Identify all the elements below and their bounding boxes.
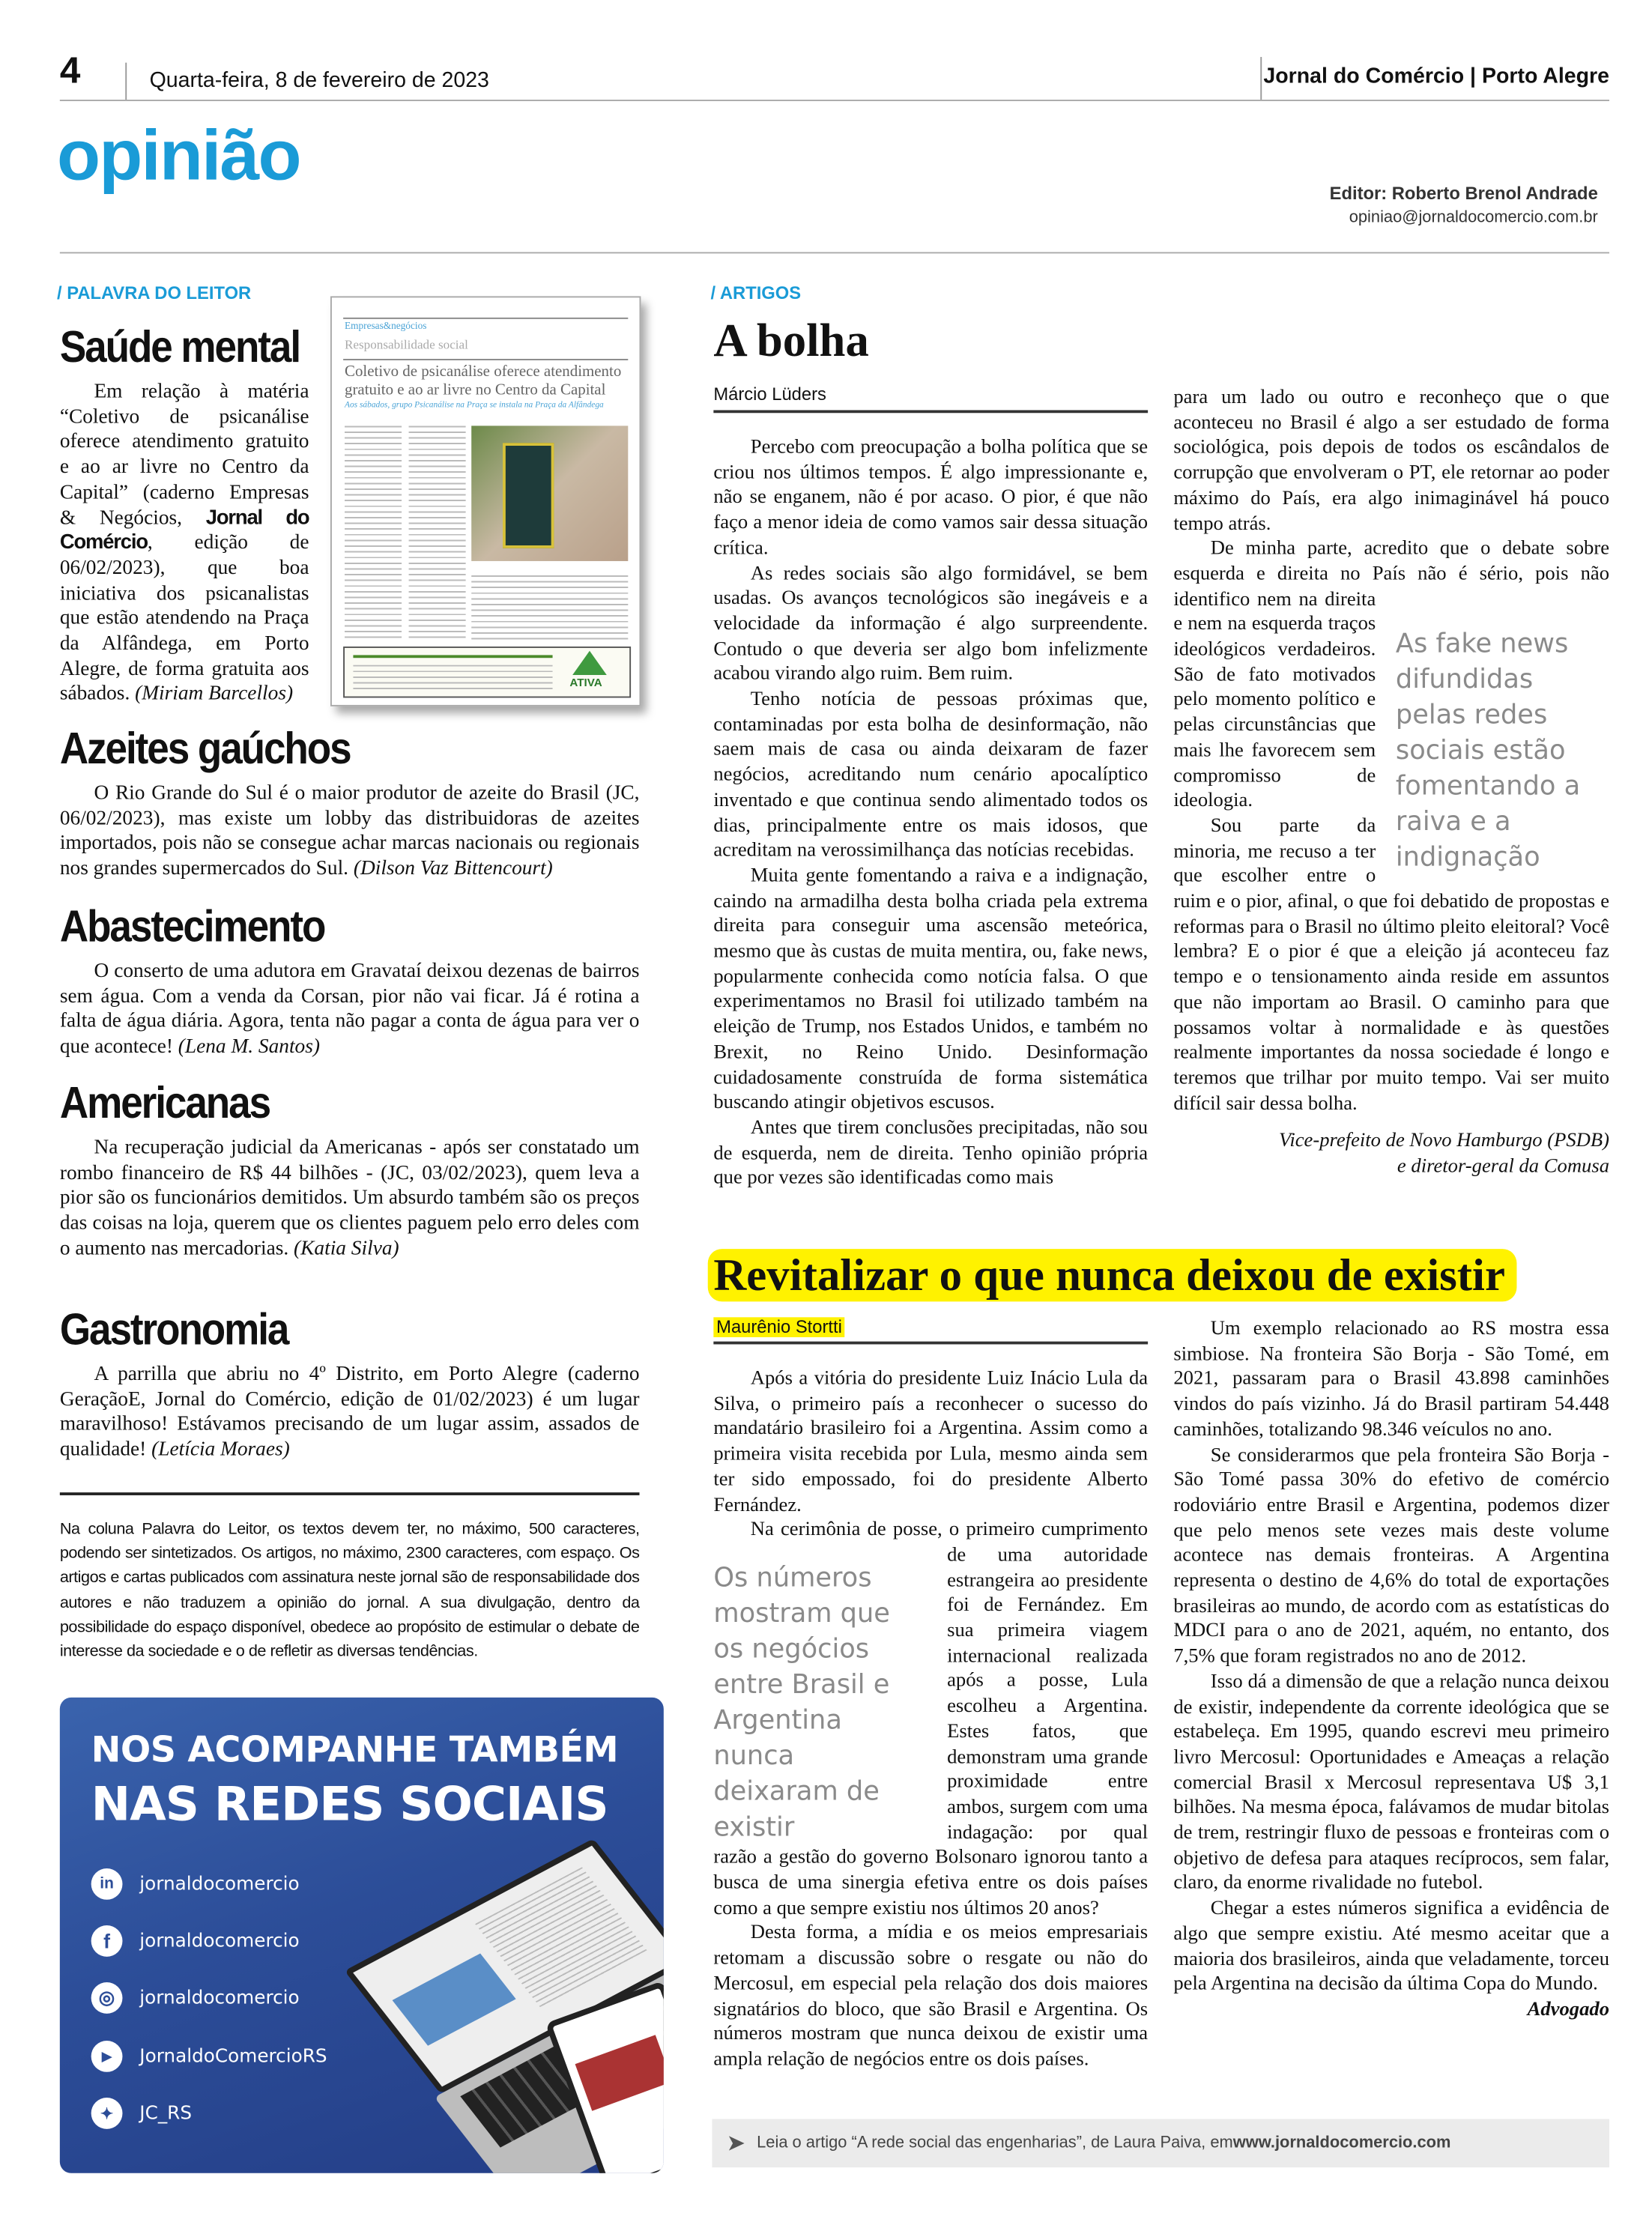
letter-americanas	[60, 1078, 640, 1262]
submission-note: Na coluna Palavra do Leitor, os textos devem ter, no máximo, 500 caracteres, podendo ser sintetizados. Os artigos, no máximo, 2300 caracteres, com espaço. Os artigos e cartas publicados com assinatura neste jornal são de responsabilidade dos autores e não traduzem a opinião do jornal. A sua divulgação, dentro da possibilidade do espaço disponível, obedece ao propósito de estimular o debate de interesse da sociedade e o de refletir as diversas tendências.	[59, 1521, 640, 1661]
newspaper-clipping-image	[330, 296, 641, 706]
social-media-ad	[60, 1698, 664, 2173]
letter-signature: (Lena M. Santos)	[178, 1035, 320, 1059]
clip-ad	[343, 647, 631, 697]
article-bolha-col1	[713, 436, 1148, 1193]
paragraph: Muita gente fomentando a raiva e a indignação, caindo na armadilha desta bolha criada pela extrema direita para conseguir uma ascensão meteórica, mesmo que às custas de muita mentira, ou, fake news, popularmente conhecida como notícia falsa. O que experimentamos no Brasil foi utilizado também na eleição de Trump, nos Estados Unidos, e também no Brexit, no Reino Unido. Desinformação cuidadosamente construída de forma sistemática buscando atingir objetivos escusos.	[713, 865, 1149, 1115]
header-rule	[60, 100, 1609, 101]
twitter-icon: ✦	[91, 2098, 123, 2129]
kicker-artigos: / ARTIGOS	[710, 283, 802, 303]
clip-deck: Aos sábados, grupo Psicanálise na Praça se instala na Praça da Alfândega	[345, 402, 604, 411]
paragraph: Desta forma, a mídia e os meios empresariais retomam a discussão sobre o resgate ou não do Mercosul, em especial pela relação dos dois maiores signatários do bloco, que são Brasil e Argentina. Os números mostram que nunca deixou de existir uma ampla relação de negócios entre os dois países.	[713, 1923, 1149, 2071]
kicker-palavra-do-leitor: / PALAVRA DO LEITOR	[57, 283, 252, 303]
letter-signature: (Katia Silva)	[294, 1237, 399, 1260]
letter-text: Na recuperação judicial da Americanas - após ser constatado um rombo financeiro de R$ 44 bilhões - (JC, 03/02/2023), quem leva a pior são os funcionários demitidos. Um absurdo também são os preços das coisas na loja, querem que os clientes paguem pelo erro deles com o aumento nas mercadorias.	[59, 1136, 640, 1260]
editor: Editor: Roberto Brenol Andrade	[1329, 184, 1598, 204]
paragraph: Um exemplo relacionado ao RS mostra essa simbiose. Na fronteira São Borja - São Tomé, em 2021, passaram para o Brasil 43.898 caminhões vindos do país vizinho. Já do Brasil partiram 54.448 caminhões, totalizando 98.346 veículos no ano.	[1173, 1319, 1610, 1441]
social-twitter[interactable]	[91, 2098, 192, 2129]
letter-title: Gastronomia	[59, 1304, 288, 1354]
letter-title: Abastecimento	[59, 901, 325, 951]
letter-bold-ref: Jornal do Comércio	[59, 506, 309, 554]
clip-ad-brand: ATIVA	[569, 676, 602, 690]
section-rule	[60, 252, 1609, 253]
paragraph: Se considerarmos que pela fronteira São Borja - São Tomé passa 30% do efetivo de comércio rodoviário entre Brasil e Argentina, podemos dizer que pelo menos sete vezes mais deste volume acontece nas demais fronteiras. A Argentina representa o destino de 4,6% do total de exportações brasileiras ao mundo, de acordo com as estatísticas do MDCI para o ano de 2021, aquém, no entanto, dos 7,5% que foram registrados no ano de 2012.	[1173, 1444, 1610, 1668]
article-title: A bolha	[713, 315, 869, 368]
author-rule	[713, 410, 1148, 413]
paper-name: Jornal do Comércio | Porto Alegre	[1263, 64, 1610, 88]
letter-signature: (Miriam Barcellos)	[135, 682, 294, 706]
paragraph-text: Na cerimônia de posse, o primeiro cumprimento de uma autoridade estrangeira ao presidente foi de Fernández. Em sua primeira viagem internacional realizada após a posse, Lula escolheu a Argentina. Estes fatos, que demonstram uma grande proximidade entre ambos, surgem com uma indagação: por qual razão a gestão do governo Bolsonaro ignorou tanto a busca de uma sinergia efetiva entre os dois países como a que sempre existiu nos últimos 20 anos?	[713, 1519, 1149, 1919]
article-revitalizar-col1	[713, 1367, 1148, 2073]
author-rule	[713, 1342, 1148, 1345]
paragraph: Tenho notícia de pessoas próximas que, contaminadas por esta bolha de desinformação, não saem mais de casa ou ainda deixaram de fazer negócios, acreditando num cenário apocalíptico inventado e que continua sendo alimentado todos os dias, principalmente entre os mais idosos, que acreditam na verossimilhança das notícias recebidas.	[713, 689, 1149, 862]
paragraph: Percebo com preocupação a bolha política que se criou nos últimos tempos. É algo impressionante e, não se enganem, não é por acaso. O pior, é que não faço a menor ideia de como vamos sair dessa situação crítica.	[713, 437, 1149, 560]
article-author: Márcio Lüders	[713, 384, 826, 405]
social-headline-1: NOS ACOMPANHE TAMBÉM	[91, 1728, 619, 1770]
paragraph: Antes que tirem conclusões precipitadas, não sou de esquerda, nem de direita. Tenho opinião própria que por vezes são identificadas como mais	[713, 1118, 1149, 1190]
letter-text: O conserto de uma adutora em Gravataí deixou dezenas de bairros sem água. Com a venda da Corsan, pior não vai ficar. Já é rotina a falta de água diária. Agora, tenta não pagar a conta de água para ver o que acontece!	[59, 960, 640, 1059]
letter-saude-mental	[60, 322, 309, 708]
youtube-icon: ▶	[91, 2041, 123, 2072]
divider	[1260, 57, 1262, 100]
clip-photo	[471, 426, 628, 561]
social-handle: JC_RS	[139, 2102, 193, 2125]
date: Quarta-feira, 8 de fevereiro de 2023	[149, 68, 489, 93]
related-article-text: Leia o artigo “A rede social das engenharias”, de Laura Paiva, em	[757, 2134, 1233, 2152]
letter-gastronomia	[60, 1304, 640, 1464]
letter-signature: (Letícia Moraes)	[151, 1438, 290, 1462]
clip-headline: Coletivo de psicanálise oferece atendimento gratuito e ao ar livre no Centro da Capital	[345, 363, 622, 399]
related-article-bar[interactable]	[712, 2119, 1609, 2168]
letter-azeites	[60, 724, 640, 883]
social-youtube[interactable]	[91, 2041, 327, 2072]
letter-signature: (Dilson Vaz Bittencourt)	[353, 857, 553, 880]
letter-abastecimento	[60, 901, 640, 1061]
social-facebook[interactable]	[91, 1925, 300, 1957]
linkedin-icon: in	[91, 1868, 123, 1900]
social-handle: JornaldoComercioRS	[139, 2045, 327, 2068]
social-handle: jornaldocomercio	[139, 1987, 300, 2009]
article-revitalizar-col2	[1173, 1317, 1609, 2023]
social-linkedin[interactable]	[91, 1868, 300, 1900]
facebook-icon: f	[91, 1925, 123, 1957]
instagram-icon: ◎	[91, 1982, 123, 2014]
clip-subsection: Responsabilidade social	[345, 337, 468, 352]
article-bolha-col2	[1173, 386, 1609, 1180]
paragraph: Após a vitória do presidente Luiz Inácio Lula da Silva, o primeiro país a reconhecer o sucesso do mandatário brasileiro foi a Argentina. Assim como a primeira visita recebida por Lula, mesmo ainda sem ter sido empossado, foi do presidente Alberto Fernández.	[713, 1368, 1149, 1516]
social-instagram[interactable]	[91, 1982, 300, 2014]
social-handle: jornaldocomercio	[139, 1930, 300, 1952]
section-title: opinião	[57, 115, 300, 196]
author-signature: Advogado	[1527, 1999, 1610, 2021]
divider	[125, 63, 127, 100]
article-title: Revitalizar o que nunca deixou de existir	[708, 1249, 1516, 1301]
paragraph: As redes sociais são algo formidável, se bem usadas. Os avanços tecnológicos são inegáveis e a velocidade da informação é algo surpreendente. Contudo o que deveria ser algo bom infelizmente acabou virando algo ruim. Bem ruim.	[713, 563, 1149, 685]
page-number: 4	[59, 48, 81, 91]
letter-title: Saúde mental	[59, 321, 300, 372]
letter-text: A parrilla que abriu no 4º Distrito, em Porto Alegre (caderno GeraçãoE, Jornal do Comércio, edição de 01/02/2023) é um lugar maravilhoso! Estávamos precisando de um lugar assim, assados de qualidade!	[59, 1363, 640, 1462]
pull-quote: Os números mostram que os negócios entre Brasil e Argentina nunca deixaram de existir	[713, 1563, 890, 1844]
paragraph: Chegar a estes números significa a evidência de algo que sempre existiu. Até mesmo aceitar que a maioria dos brasileiros, ainda que veladamente, torceu pela Argentina na decisão da última Copa do Mundo.	[1173, 1898, 1610, 1996]
social-handle: jornaldocomercio	[139, 1873, 300, 1895]
note-rule	[60, 1492, 640, 1495]
editor-email[interactable]: opiniao@jornaldocomercio.com.br	[1349, 209, 1598, 227]
clip-section: Empresas&negócios	[345, 320, 427, 332]
social-headline-2: NAS REDES SOCIAIS	[91, 1775, 608, 1832]
article-author: Maurênio Stortti	[713, 1317, 844, 1337]
related-article-link[interactable]: www.jornaldocomercio.com	[1232, 2134, 1451, 2152]
paragraph-text: De minha parte, acredito que o debate sobre esquerda e direita no País não é sério, pois não identifico nem na direita e nem na esquerda traços ideológicos verdadeiros. São de fato motivados pelo momento político e pelas circunstâncias que mais lhe favorecem sem compromisso de ideologia.	[1173, 538, 1610, 812]
letter-text: Em relação à matéria “Coletivo de psicanálise oferece atendimento gratuito e ao ar livre no Centro da Capital” (caderno Empresas & Negócios,	[59, 380, 309, 530]
letter-text: , edição de 06/02/2023), que boa iniciativa dos psicanalistas que estão atendendo na Praça da Alfândega, em Porto Alegre, de forma gratuita aos sábados.	[59, 531, 309, 706]
paragraph: Sou parte da minoria, me recuso a ter que escolher entre o ruim e o pior, afinal, o que foi debatido de propostas e reformas para o Brasil no último pleito eleitoral? Você lembra? E o pior é que a eleição já aconteceu faz tempo e o tensionamento ainda reside em assuntos que não importam ao Brasil. O caminho para que possamos voltar à normalidade e às questões realmente importantes da nossa sociedade é longo e teremos que trilhar por muito tempo. Vai ser muito difícil sair dessa bolha.	[1173, 816, 1610, 1115]
letter-title: Azeites gaúchos	[59, 723, 351, 774]
author-signature: Vice-prefeito de Novo Hamburgo (PSDB) e diretor-geral da Comusa	[1279, 1131, 1610, 1178]
paragraph: Isso dá a dimensão de que a relação nunca deixou de existir, independente da corrente ideológica que se estabeleça. Em 1995, quando escrevi meu primeiro livro Mercosul: Oportunidades e Ameaças a relação comercial Brasil x Mercosul representava U$ 3,1 bilhões. Na mesma época, falávamos de mudar bitolas de trem, restringir fluxo de pessoas e fronteiras com o objetivo de defesa para ataques recíprocos, sem falar, claro, da enorme rivalidade no futebol.	[1173, 1671, 1610, 1895]
pull-quote: As fake news difundidas pelas redes sociais estão fomentando a raiva e a indignação	[1395, 629, 1581, 874]
cursor-arrow-icon: ➤	[726, 2131, 745, 2156]
letter-text: O Rio Grande do Sul é o maior produtor de azeite do Brasil (JC, 06/02/2023), mas existe um lobby das distribuidoras de azeites importados, pois não se consegue achar marcas nacionais ou regionais nos grandes supermercados do Sul.	[59, 781, 640, 880]
paragraph: para um lado ou outro e reconheço que o que aconteceu no Brasil é algo a ser estudado de forma sociológica, pois depois de todos os escândalos de corrupção que envolveram o PT, ele retornar ao poder máximo do País, era algo inimaginável há pouco tempo atrás.	[1173, 387, 1610, 535]
letter-title: Americanas	[59, 1077, 270, 1128]
